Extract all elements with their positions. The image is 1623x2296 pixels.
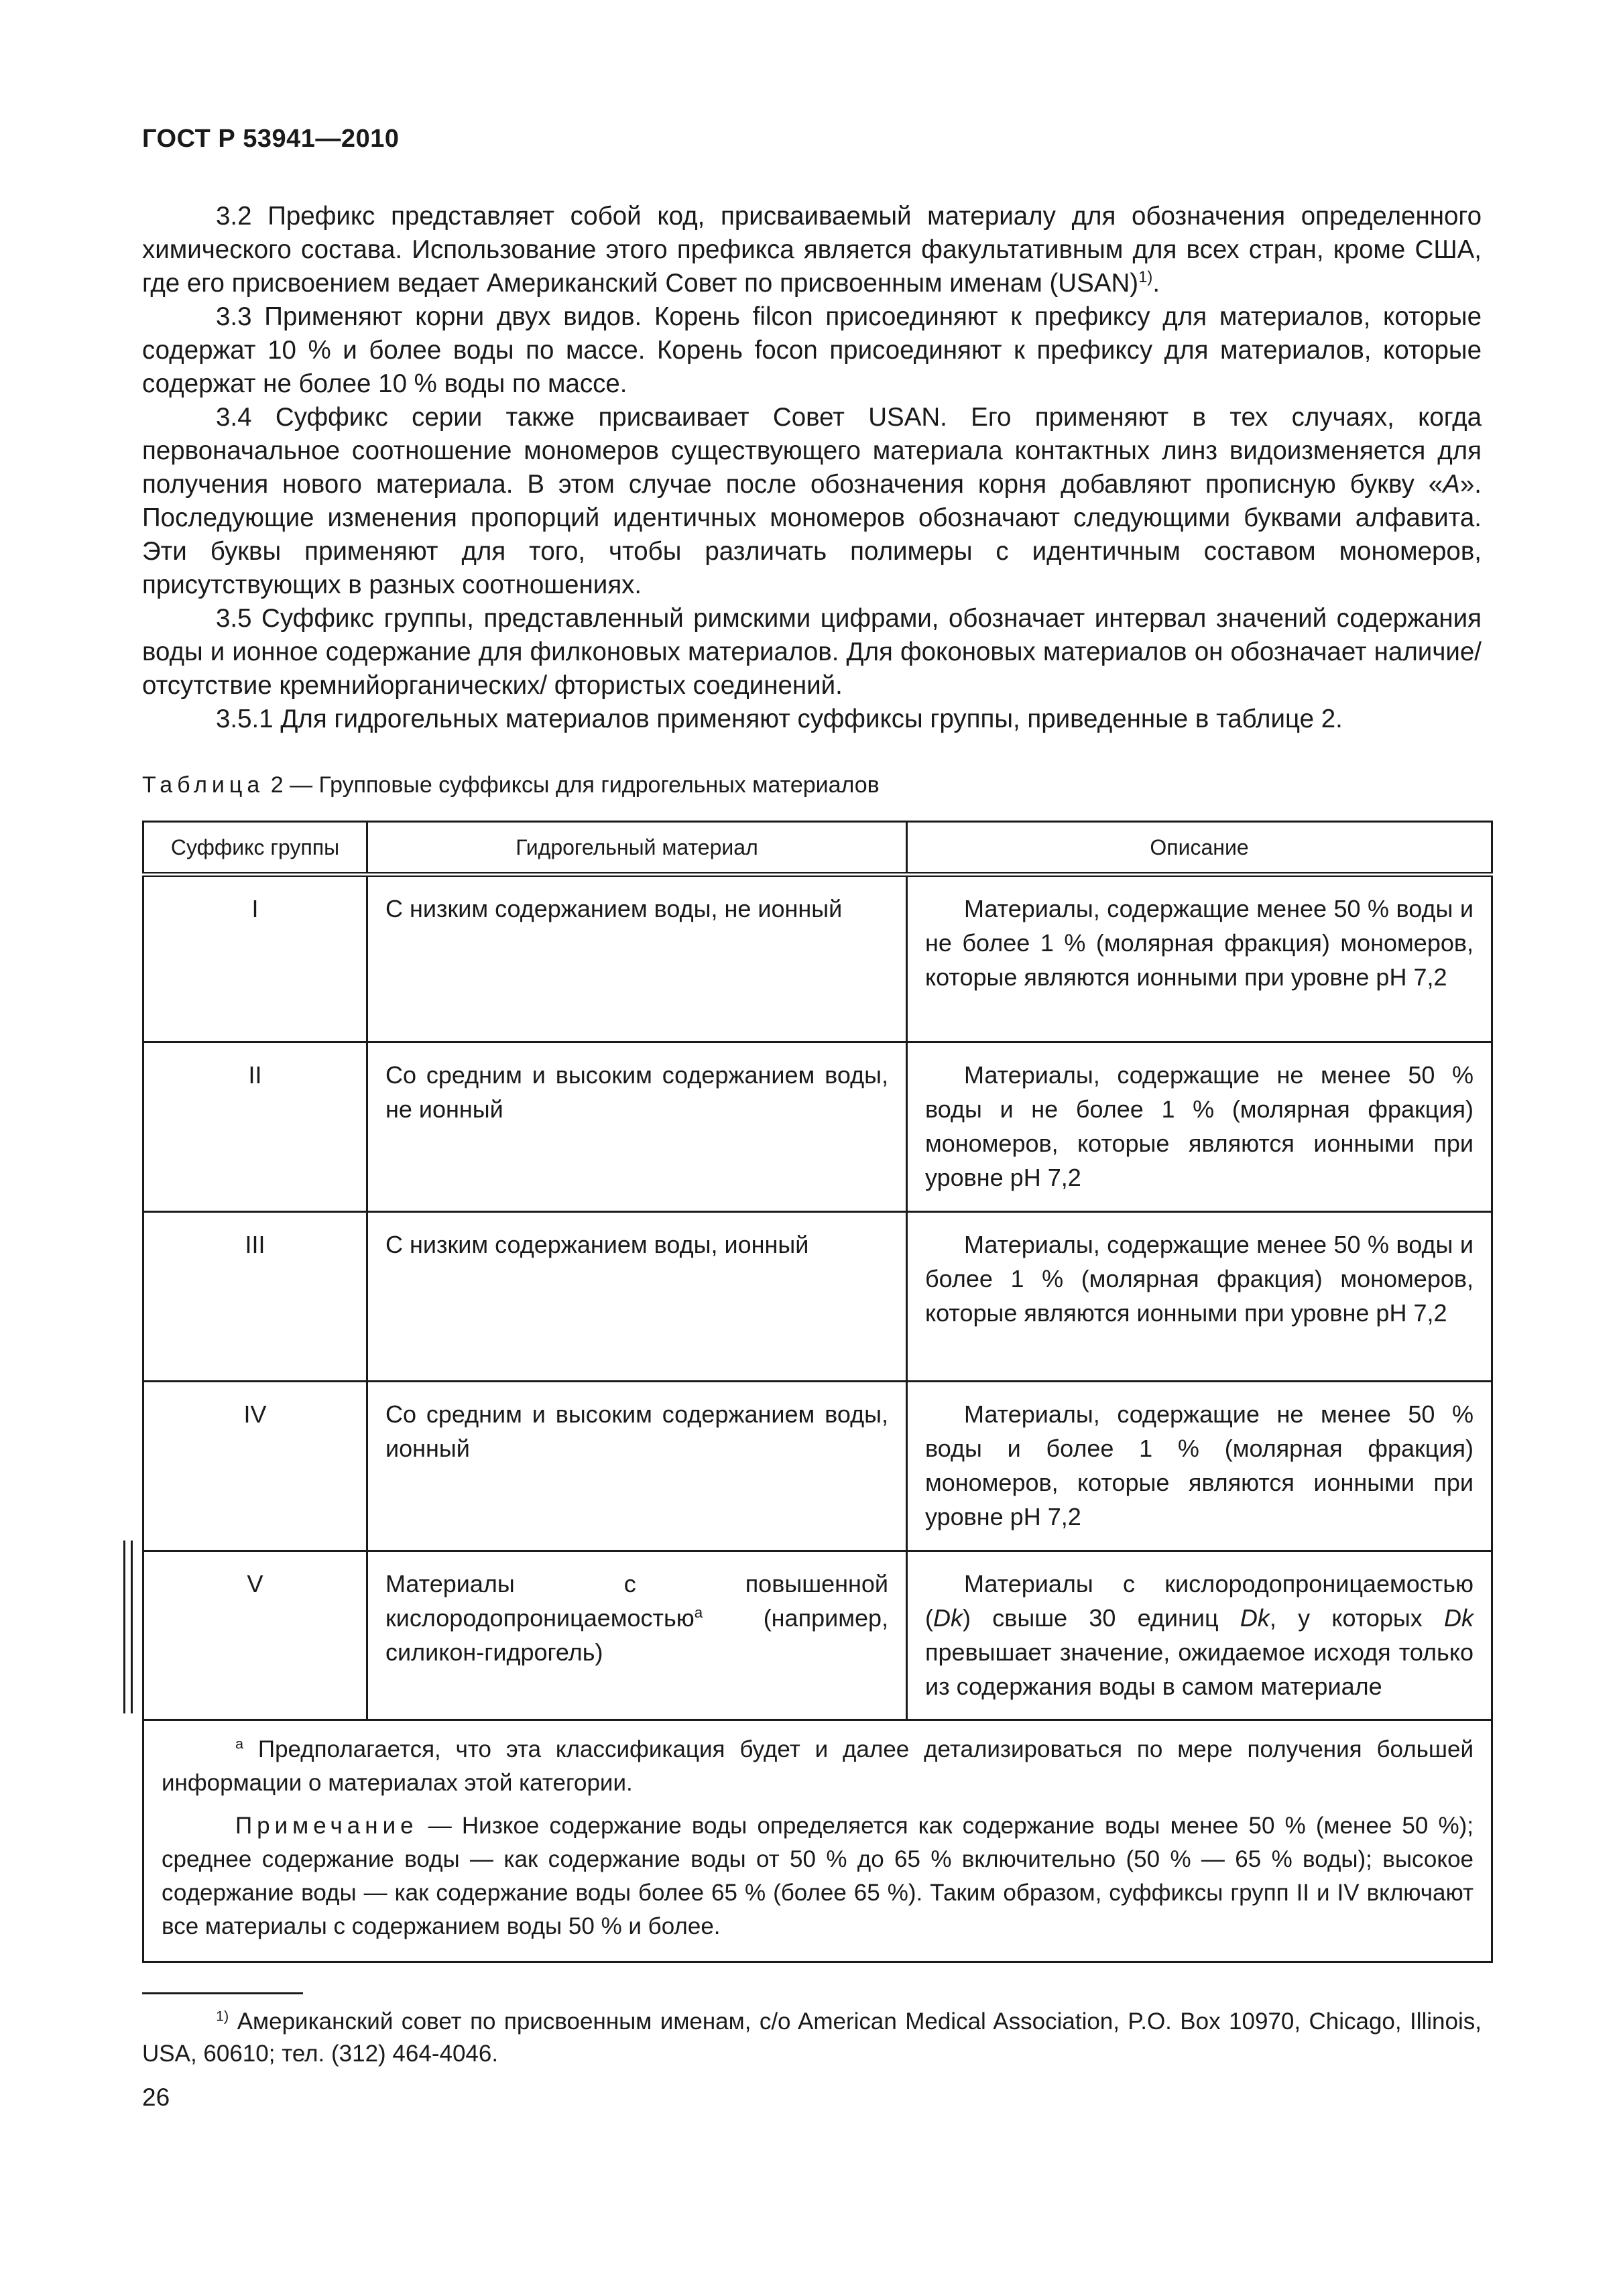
header-description: Описание [907,822,1492,875]
table-notes [143,1720,1492,1962]
table-row [143,1042,1492,1212]
table-note: Примечание — Низкое содержание воды определяется как содержание воды менее 50 % (менее 50 %); среднее содержание воды — как содержание воды от 50 % до 65 % включительно (50 % — 65 % воды); высокое содержание воды — как содержание воды более 65 % (более 65 %). Таким образом, суффиксы групп II и IV включают все материалы с содержанием воды 50 % и более. [162,1813,1474,1939]
table-row [143,1551,1492,1720]
material-cell: С низким содержанием воды, ионный [367,1212,907,1382]
table-row [143,875,1492,1042]
paragraph-3-2: 3.2 Префикс представляет собой код, присваиваемый материалу для обозначения определенного химического состава. Использование этого префикса является факультативным для всех стран, кроме США, где его присвоением ведает Американский Совет по присвоенным именам (USAN)$^{1)}$. [142,202,1482,298]
paragraph-3-5: 3.5 Суффикс группы, представленный римскими цифрами, обозначает интервал значений содержания воды и ионное содержание для филконовых материалов. Для фоконовых материалов он обозначает наличие/отсутствие кремнийорганических/ фтористых соединений. [142,604,1482,700]
body-text [142,200,1482,736]
table-notes-row [143,1720,1492,1962]
description-cell: Материалы, содержащие менее 50 % воды и более 1 % (молярная фракция) мономеров, которые являются ионными при уровне pH 7,2 [907,1212,1492,1382]
description-cell: Материалы, содержащие не менее 50 % воды и не более 1 % (молярная фракция) мономеров, которые являются ионными при уровне pH 7,2 [907,1042,1492,1212]
paragraph-3-4: 3.4 Суффикс серии также присваивает Совет USAN. Его применяют в тех случаях, когда первоначальное соотношение мономеров существующего материала контактных линз видоизменяется для получения нового материала. В этом случае после обозначения корня добавляют прописную букву «А». Последующие изменения пропорций идентичных мономеров обозначают следующими буквами алфавита. Эти буквы применяют для того, чтобы различать полимеры с идентичным составом мономеров, присутствующих в разных соотношениях. [142,403,1482,599]
suffix-cell: I [143,875,367,1042]
header-material: Гидрогельный материал [367,822,907,875]
material-cell: Со средним и высоким содержанием воды, ионный [367,1382,907,1551]
page-number: 26 [142,2083,170,2111]
material-cell: Материалы с повышенной кислородопроницаемостью$^a$ (например, силикон-гидрогель) [367,1551,907,1720]
footnote-ref: 1) [1138,268,1153,287]
paragraph-3-5-1: 3.5.1 Для гидрогельных материалов применяют суффиксы группы, приведенные в таблице 2. [216,705,1343,733]
header-suffix: Суффикс группы [143,822,367,875]
description-cell: Материалы, содержащие не менее 50 % воды и более 1 % (молярная фракция) мономеров, которые являются ионными при уровне pH 7,2 [907,1382,1492,1551]
table-footnote: $^a$ Предполагается, что эта классификация будет и далее детализироваться по мере получения большей информации о материалах этой категории. [162,1735,1474,1796]
table-header-row [143,822,1492,875]
suffix-table [142,821,1493,1963]
material-cell: Со средним и высоким содержанием воды, не ионный [367,1042,907,1212]
table-caption: Таблица 2 — Групповые суффиксы для гидрогельных материалов [142,772,880,798]
suffix-cell: III [143,1212,367,1382]
suffix-cell: IV [143,1382,367,1551]
footnote-divider [142,1992,303,1994]
table-row [143,1212,1492,1382]
document-header: ГОСТ Р 53941—2010 [142,125,400,153]
page-footnote: $^{1)}$ Американский совет по присвоенным именам, c/o American Medical Association, P.O. Box 10970, Chicago, Illinois, USA, 60610; тел. (312) 464-4046. [142,2007,1482,2067]
description-cell: Материалы с кислородопроницаемостью (Dk) свыше 30 единиц Dk, у которых Dk превышает значение, ожидаемое исходя только из содержания воды в самом материале [907,1551,1492,1720]
change-bar [123,1540,133,1713]
suffix-cell: II [143,1042,367,1212]
material-cell: С низким содержанием воды, не ионный [367,875,907,1042]
description-cell: Материалы, содержащие менее 50 % воды и не более 1 % (молярная фракция) мономеров, которые являются ионными при уровне pH 7,2 [907,875,1492,1042]
paragraph-3-3: 3.3 Применяют корни двух видов. Корень filcon присоединяют к префиксу для материалов, которые содержат 10 % и более воды по массе. Корень focon присоединяют к префиксу для материалов, которые содержат не более 10 % воды по массе. [142,302,1482,398]
table-row [143,1382,1492,1551]
suffix-cell: V [143,1551,367,1720]
